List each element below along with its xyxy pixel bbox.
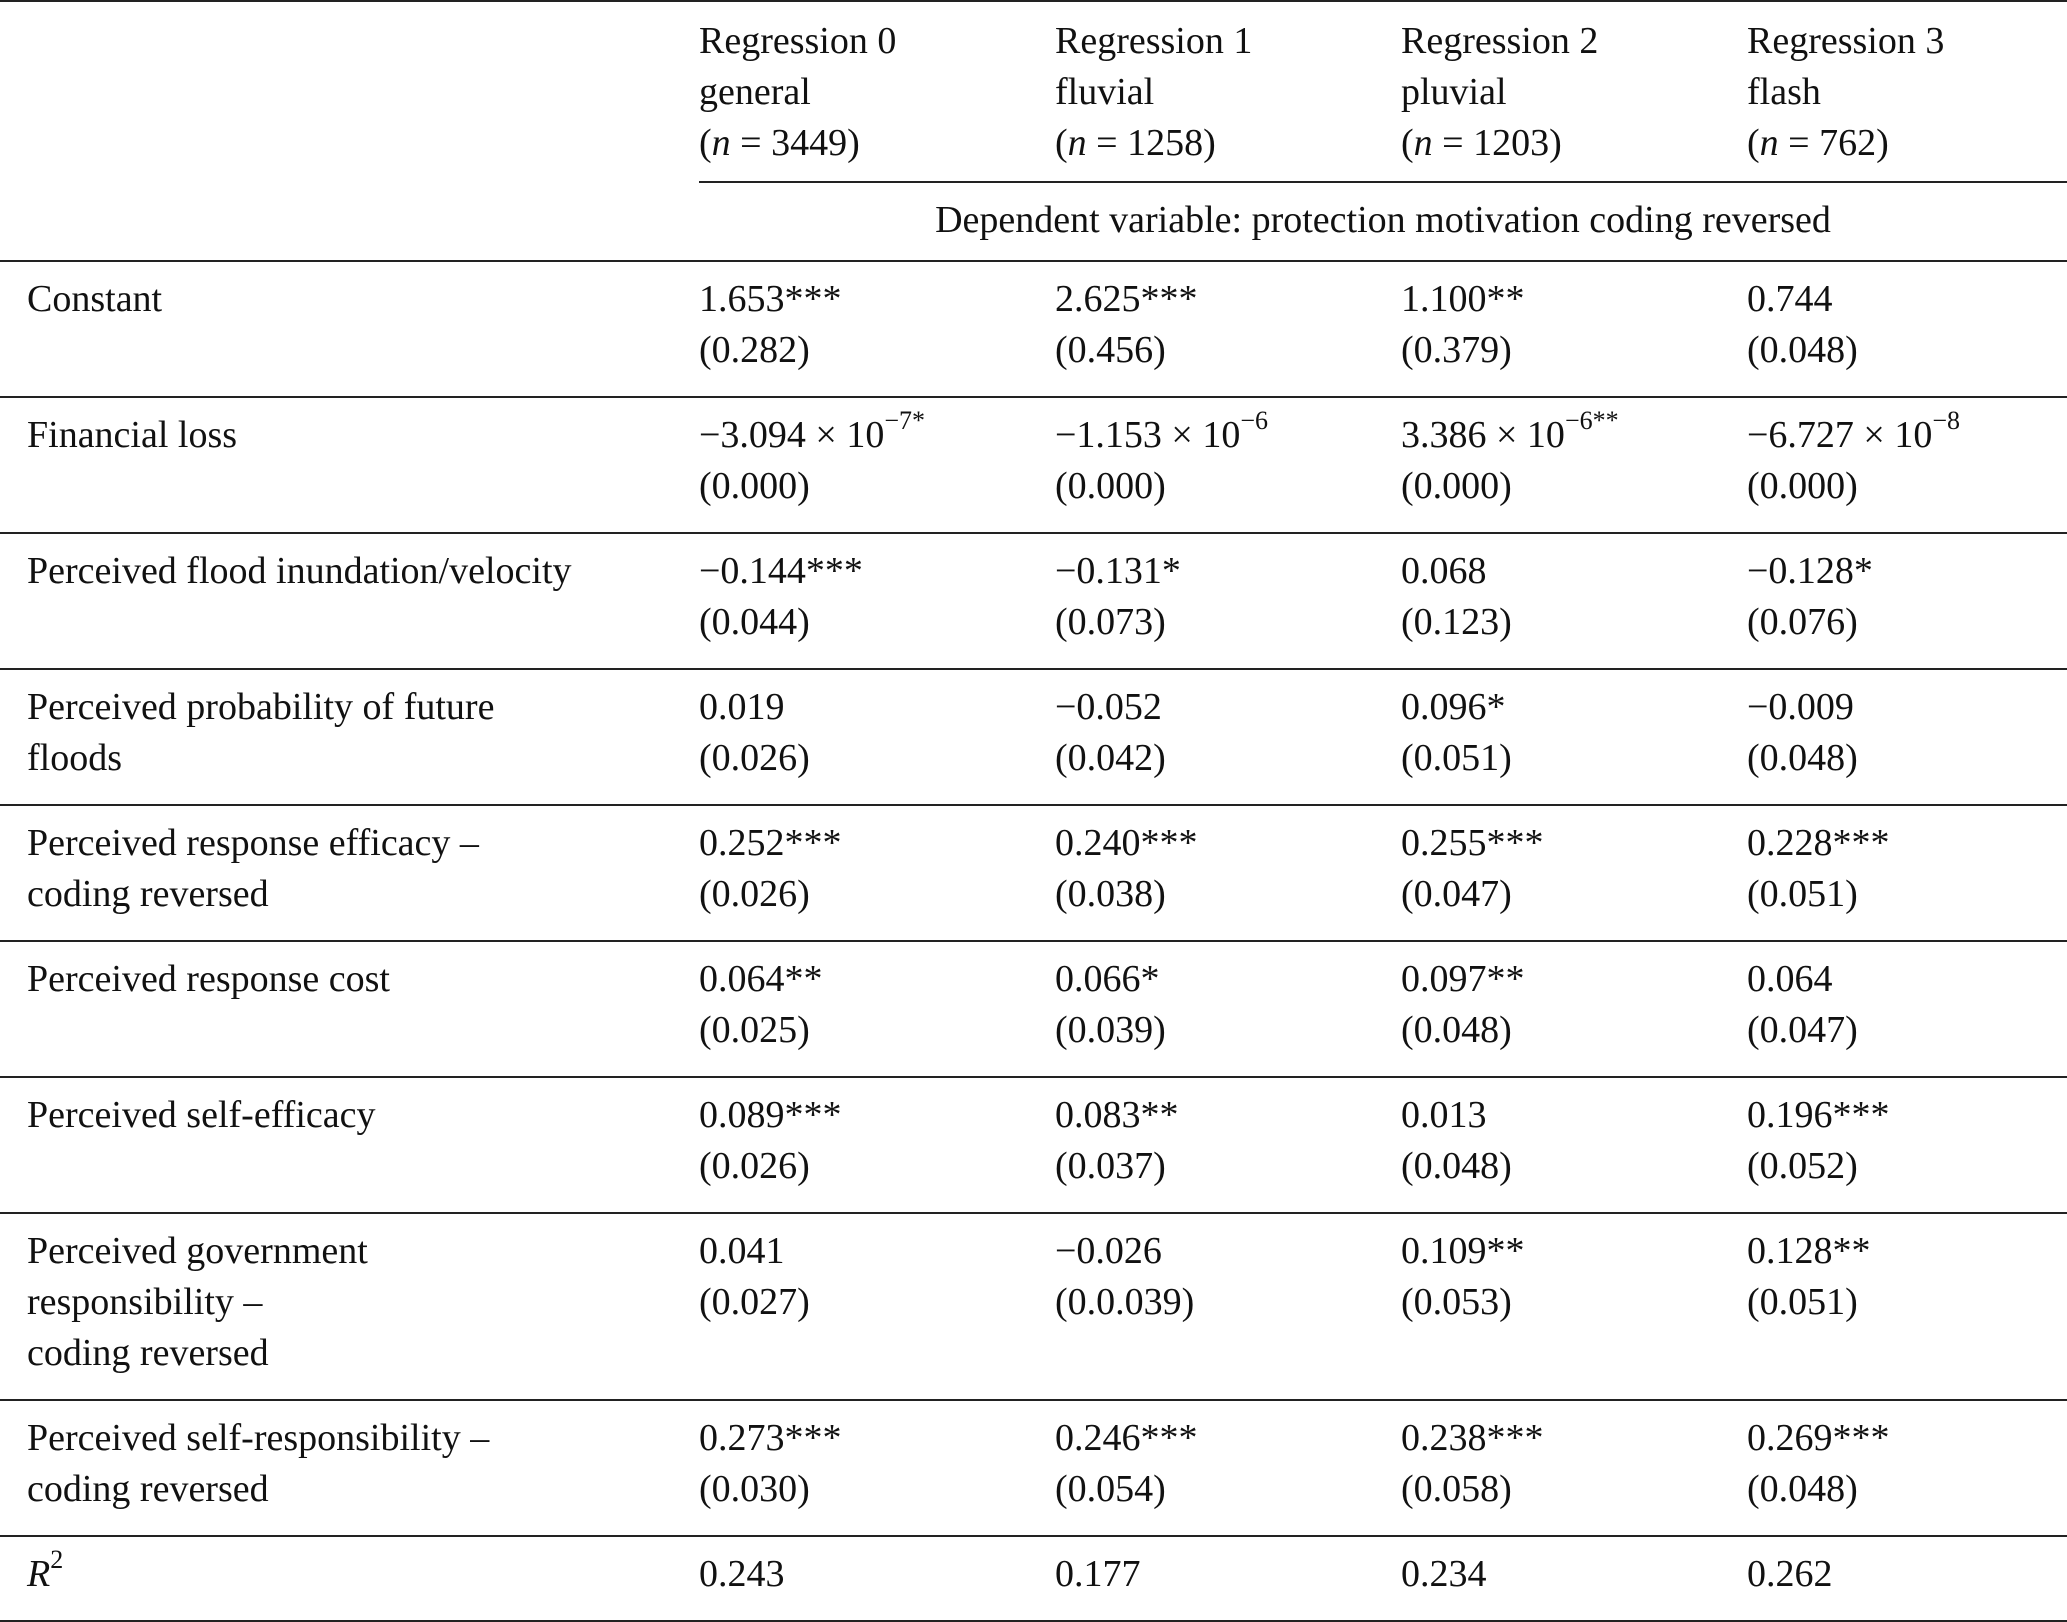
n-symbol: n bbox=[1067, 122, 1087, 164]
standard-error-line bbox=[1747, 1464, 2067, 1515]
coefficient-line bbox=[1747, 274, 2067, 325]
coefficient-exponent: −7* bbox=[884, 406, 926, 436]
dependent-variable-text: Dependent variable: protection motivation coding reversed bbox=[935, 199, 1831, 241]
coefficient-line bbox=[1401, 1226, 1747, 1277]
n-close-paren: ) bbox=[1549, 122, 1562, 164]
coefficient-cell bbox=[1055, 1077, 1401, 1213]
row-label-line: Perceived probability of future bbox=[27, 686, 495, 728]
column-subtitle-line bbox=[1401, 67, 1747, 118]
standard-error-line bbox=[1401, 461, 1747, 512]
coefficient-cell bbox=[1401, 805, 1747, 941]
standard-error-value: (0.058) bbox=[1401, 1468, 1512, 1510]
standard-error-line bbox=[1055, 733, 1401, 784]
standard-error-value: (0.048) bbox=[1747, 737, 1858, 779]
coefficient-cell bbox=[699, 805, 1055, 941]
standard-error-line bbox=[699, 1005, 1055, 1056]
standard-error-line bbox=[1401, 1005, 1747, 1056]
coefficient-cell bbox=[1747, 805, 2067, 941]
column-title-line bbox=[1401, 16, 1747, 67]
standard-error-value: (0.048) bbox=[1747, 329, 1858, 371]
coefficient-line bbox=[1055, 406, 1401, 461]
coefficient-cell bbox=[699, 669, 1055, 805]
coefficient-line bbox=[1747, 1090, 2067, 1141]
coefficient-value: −0.131* bbox=[1055, 550, 1181, 592]
r-squared-value-text: 0.177 bbox=[1055, 1553, 1141, 1595]
r-squared-value-text: 0.234 bbox=[1401, 1553, 1487, 1595]
coefficient-line bbox=[1055, 818, 1401, 869]
coefficient-cell bbox=[1401, 1213, 1747, 1400]
column-title-line bbox=[1747, 16, 2067, 67]
coefficient-value: 0.109** bbox=[1401, 1230, 1525, 1272]
coefficient-cell bbox=[1747, 1400, 2067, 1536]
coefficient-cell bbox=[699, 1400, 1055, 1536]
coefficient-cell bbox=[1401, 941, 1747, 1077]
coefficient-value: 0.066* bbox=[1055, 958, 1160, 1000]
coefficient-line bbox=[699, 1413, 1055, 1464]
standard-error-value: (0.000) bbox=[699, 465, 810, 507]
column-subtitle: flash bbox=[1747, 71, 1821, 113]
coefficient-cell bbox=[1747, 1213, 2067, 1400]
coefficient-line bbox=[1055, 682, 1401, 733]
coefficient-line bbox=[1401, 1090, 1747, 1141]
standard-error-value: (0.038) bbox=[1055, 873, 1166, 915]
standard-error-line bbox=[1401, 1141, 1747, 1192]
r-squared-value bbox=[1055, 1536, 1401, 1621]
coefficient-cell bbox=[699, 397, 1055, 533]
coefficient-line bbox=[1747, 1226, 2067, 1277]
coefficient-value: 0.064** bbox=[699, 958, 823, 1000]
n-equals: = bbox=[730, 122, 772, 164]
coefficient-value: −6.727 × 10 bbox=[1747, 414, 1933, 456]
column-header bbox=[1055, 1, 1401, 182]
standard-error-line bbox=[699, 733, 1055, 784]
standard-error-line bbox=[1055, 1005, 1401, 1056]
coefficient-cell bbox=[1055, 805, 1401, 941]
coefficient-line bbox=[1747, 546, 2067, 597]
row-label bbox=[0, 533, 699, 669]
standard-error-value: (0.044) bbox=[699, 601, 810, 643]
standard-error-line bbox=[1747, 1141, 2067, 1192]
row-label bbox=[0, 669, 699, 805]
standard-error-line bbox=[1055, 325, 1401, 376]
coefficient-cell bbox=[1401, 1077, 1747, 1213]
standard-error-line bbox=[699, 461, 1055, 512]
coefficient-value: 0.068 bbox=[1401, 550, 1487, 592]
coefficient-cell bbox=[699, 941, 1055, 1077]
coefficient-line bbox=[699, 954, 1055, 1005]
coefficient-cell bbox=[1055, 1400, 1401, 1536]
row-label-line: Perceived self-responsibility – bbox=[27, 1417, 490, 1459]
standard-error-line bbox=[699, 597, 1055, 648]
coefficient-value: 0.096* bbox=[1401, 686, 1506, 728]
column-subtitle-line bbox=[1055, 67, 1401, 118]
coefficient-line bbox=[699, 406, 1055, 461]
n-close-paren: ) bbox=[1876, 122, 1889, 164]
coefficient-line bbox=[1401, 1413, 1747, 1464]
standard-error-line bbox=[1747, 733, 2067, 784]
row-label bbox=[0, 805, 699, 941]
table-row bbox=[0, 1400, 2067, 1536]
row-label-line: floods bbox=[27, 737, 122, 779]
column-title: Regression 1 bbox=[1055, 20, 1253, 62]
standard-error-value: (0.282) bbox=[699, 329, 810, 371]
coefficient-value: 0.246*** bbox=[1055, 1417, 1198, 1459]
row-label bbox=[0, 397, 699, 533]
row-label bbox=[0, 941, 699, 1077]
coefficient-line bbox=[1055, 546, 1401, 597]
standard-error-value: (0.051) bbox=[1747, 873, 1858, 915]
standard-error-line bbox=[1401, 597, 1747, 648]
r-squared-symbol: R bbox=[27, 1553, 51, 1595]
coefficient-cell bbox=[699, 261, 1055, 397]
standard-error-value: (0.048) bbox=[1401, 1009, 1512, 1051]
r-squared-label bbox=[0, 1536, 699, 1621]
coefficient-value: 0.019 bbox=[699, 686, 785, 728]
standard-error-value: (0.047) bbox=[1401, 873, 1512, 915]
coefficient-value: 0.269*** bbox=[1747, 1417, 1890, 1459]
column-n-line bbox=[699, 118, 1055, 169]
coefficient-exponent: −6 bbox=[1240, 406, 1269, 436]
row-label-line: Financial loss bbox=[27, 414, 238, 456]
coefficient-cell bbox=[699, 1077, 1055, 1213]
standard-error-value: (0.052) bbox=[1747, 1145, 1858, 1187]
row-label-line: Perceived response cost bbox=[27, 958, 390, 1000]
coefficient-line bbox=[1055, 274, 1401, 325]
coefficient-value: 0.238*** bbox=[1401, 1417, 1544, 1459]
coefficient-cell bbox=[1747, 261, 2067, 397]
n-symbol: n bbox=[711, 122, 731, 164]
coefficient-cell bbox=[1401, 397, 1747, 533]
row-label-line: responsibility – bbox=[27, 1281, 263, 1323]
coefficient-line bbox=[1747, 818, 2067, 869]
standard-error-value: (0.076) bbox=[1747, 601, 1858, 643]
standard-error-line bbox=[1401, 1464, 1747, 1515]
standard-error-line bbox=[1055, 1277, 1401, 1328]
coefficient-value: 0.273*** bbox=[699, 1417, 842, 1459]
coefficient-cell bbox=[1055, 533, 1401, 669]
standard-error-value: (0.000) bbox=[1055, 465, 1166, 507]
row-label bbox=[0, 261, 699, 397]
n-open-paren: ( bbox=[1401, 122, 1414, 164]
standard-error-value: (0.026) bbox=[699, 1145, 810, 1187]
coefficient-line bbox=[1055, 1090, 1401, 1141]
standard-error-value: (0.054) bbox=[1055, 1468, 1166, 1510]
coefficient-cell bbox=[1747, 1077, 2067, 1213]
n-value: 1203 bbox=[1473, 122, 1550, 164]
row-label-line: coding reversed bbox=[27, 1332, 269, 1374]
standard-error-value: (0.051) bbox=[1747, 1281, 1858, 1323]
column-n-line bbox=[1055, 118, 1401, 169]
column-subtitle: fluvial bbox=[1055, 71, 1155, 113]
coefficient-value: 0.064 bbox=[1747, 958, 1833, 1000]
dependent-variable-row bbox=[0, 182, 2067, 261]
r-squared-exponent: 2 bbox=[50, 1545, 64, 1575]
standard-error-value: (0.123) bbox=[1401, 601, 1512, 643]
standard-error-value: (0.048) bbox=[1401, 1145, 1512, 1187]
coefficient-line bbox=[1401, 818, 1747, 869]
coefficient-line bbox=[1401, 546, 1747, 597]
n-close-paren: ) bbox=[1203, 122, 1216, 164]
coefficient-value: 0.083** bbox=[1055, 1094, 1179, 1136]
column-title: Regression 2 bbox=[1401, 20, 1599, 62]
coefficient-cell bbox=[1055, 261, 1401, 397]
standard-error-line bbox=[699, 325, 1055, 376]
table-row bbox=[0, 669, 2067, 805]
coefficient-value: −0.052 bbox=[1055, 686, 1162, 728]
coefficient-line bbox=[699, 274, 1055, 325]
column-header bbox=[1747, 1, 2067, 182]
standard-error-value: (0.073) bbox=[1055, 601, 1166, 643]
n-equals: = bbox=[1432, 122, 1474, 164]
row-label-line: Perceived response efficacy – bbox=[27, 822, 479, 864]
dependent-variable-label bbox=[699, 182, 2067, 261]
coefficient-cell bbox=[1401, 669, 1747, 805]
standard-error-value: (0.030) bbox=[699, 1468, 810, 1510]
coefficient-line bbox=[699, 682, 1055, 733]
standard-error-value: (0.039) bbox=[1055, 1009, 1166, 1051]
coefficient-line bbox=[1055, 954, 1401, 1005]
standard-error-line bbox=[1055, 597, 1401, 648]
coefficient-value: 1.653*** bbox=[699, 278, 842, 320]
coefficient-value: 0.252*** bbox=[699, 822, 842, 864]
table-row bbox=[0, 397, 2067, 533]
standard-error-value: (0.027) bbox=[699, 1281, 810, 1323]
n-symbol: n bbox=[1413, 122, 1433, 164]
n-open-paren: ( bbox=[699, 122, 712, 164]
coefficient-value: 1.100** bbox=[1401, 278, 1525, 320]
row-label-line: Perceived self-efficacy bbox=[27, 1094, 376, 1136]
standard-error-line bbox=[1747, 597, 2067, 648]
row-label bbox=[0, 1077, 699, 1213]
coefficient-value: 0.196*** bbox=[1747, 1094, 1890, 1136]
table-body bbox=[0, 1, 2067, 1621]
standard-error-line bbox=[1401, 869, 1747, 920]
table-row bbox=[0, 1213, 2067, 1400]
standard-error-line bbox=[1747, 325, 2067, 376]
coefficient-value: 0.097** bbox=[1401, 958, 1525, 1000]
n-value: 762 bbox=[1819, 122, 1877, 164]
n-open-paren: ( bbox=[1055, 122, 1068, 164]
standard-error-line bbox=[1401, 733, 1747, 784]
coefficient-cell bbox=[1747, 397, 2067, 533]
standard-error-line bbox=[1055, 1464, 1401, 1515]
coefficient-exponent: −6** bbox=[1564, 406, 1619, 436]
coefficient-line bbox=[1401, 274, 1747, 325]
column-header-row bbox=[0, 1, 2067, 182]
standard-error-line bbox=[1401, 1277, 1747, 1328]
standard-error-value: (0.456) bbox=[1055, 329, 1166, 371]
coefficient-line bbox=[699, 1090, 1055, 1141]
standard-error-value: (0.048) bbox=[1747, 1468, 1858, 1510]
coefficient-value: 0.041 bbox=[699, 1230, 785, 1272]
coefficient-cell bbox=[699, 1213, 1055, 1400]
coefficient-line bbox=[1401, 406, 1747, 461]
row-label-line: coding reversed bbox=[27, 1468, 269, 1510]
coefficient-cell bbox=[699, 533, 1055, 669]
coefficient-value: 0.240*** bbox=[1055, 822, 1198, 864]
standard-error-line bbox=[1055, 1141, 1401, 1192]
r-squared-value bbox=[699, 1536, 1055, 1621]
column-subtitle-line bbox=[699, 67, 1055, 118]
coefficient-line bbox=[1747, 954, 2067, 1005]
coefficient-cell bbox=[1055, 1213, 1401, 1400]
standard-error-line bbox=[699, 1464, 1055, 1515]
coefficient-value: 0.228*** bbox=[1747, 822, 1890, 864]
standard-error-value: (0.037) bbox=[1055, 1145, 1166, 1187]
coefficient-cell bbox=[1747, 941, 2067, 1077]
coefficient-cell bbox=[1055, 397, 1401, 533]
row-label bbox=[0, 1213, 699, 1400]
coefficient-cell bbox=[1747, 533, 2067, 669]
table-row bbox=[0, 261, 2067, 397]
table-row bbox=[0, 805, 2067, 941]
table-row bbox=[0, 1077, 2067, 1213]
row-label-line: Perceived flood inundation/velocity bbox=[27, 550, 572, 592]
coefficient-cell bbox=[1401, 1400, 1747, 1536]
column-title-line bbox=[1055, 16, 1401, 67]
standard-error-line bbox=[1747, 1277, 2067, 1328]
standard-error-value: (0.026) bbox=[699, 737, 810, 779]
standard-error-value: (0.026) bbox=[699, 873, 810, 915]
coefficient-line bbox=[1055, 1226, 1401, 1277]
standard-error-value: (0.025) bbox=[699, 1009, 810, 1051]
coefficient-line bbox=[699, 1226, 1055, 1277]
coefficient-value: 0.013 bbox=[1401, 1094, 1487, 1136]
coefficient-line bbox=[699, 546, 1055, 597]
coefficient-value: −0.026 bbox=[1055, 1230, 1162, 1272]
column-title: Regression 0 bbox=[699, 20, 897, 62]
standard-error-value: (0.379) bbox=[1401, 329, 1512, 371]
column-subtitle: pluvial bbox=[1401, 71, 1507, 113]
column-title: Regression 3 bbox=[1747, 20, 1945, 62]
coefficient-line bbox=[1747, 1413, 2067, 1464]
column-subtitle: general bbox=[699, 71, 811, 113]
coefficient-line bbox=[1401, 954, 1747, 1005]
r-squared-value-text: 0.262 bbox=[1747, 1553, 1833, 1595]
coefficient-cell bbox=[1055, 941, 1401, 1077]
coefficient-cell bbox=[1401, 533, 1747, 669]
standard-error-value: (0.000) bbox=[1401, 465, 1512, 507]
table-row bbox=[0, 533, 2067, 669]
r-squared-value bbox=[1747, 1536, 2067, 1621]
coefficient-line bbox=[1747, 682, 2067, 733]
standard-error-value: (0.0.039) bbox=[1055, 1281, 1195, 1323]
coefficient-line bbox=[1055, 1413, 1401, 1464]
coefficient-cell bbox=[1401, 261, 1747, 397]
r-squared-row bbox=[0, 1536, 2067, 1621]
standard-error-line bbox=[699, 869, 1055, 920]
standard-error-line bbox=[1401, 325, 1747, 376]
column-n-line bbox=[1401, 118, 1747, 169]
standard-error-line bbox=[1747, 869, 2067, 920]
coefficient-exponent: −8 bbox=[1932, 406, 1961, 436]
n-open-paren: ( bbox=[1747, 122, 1760, 164]
standard-error-line bbox=[699, 1277, 1055, 1328]
column-subtitle-line bbox=[1747, 67, 2067, 118]
standard-error-line bbox=[1747, 1005, 2067, 1056]
standard-error-line bbox=[1055, 461, 1401, 512]
standard-error-value: (0.000) bbox=[1747, 465, 1858, 507]
column-n-line bbox=[1747, 118, 2067, 169]
coefficient-value: −1.153 × 10 bbox=[1055, 414, 1241, 456]
n-equals: = bbox=[1086, 122, 1128, 164]
n-equals: = bbox=[1778, 122, 1820, 164]
n-close-paren: ) bbox=[847, 122, 860, 164]
header-empty-cell bbox=[0, 1, 699, 182]
column-header bbox=[1401, 1, 1747, 182]
coefficient-line bbox=[1747, 406, 2067, 461]
coefficient-value: 2.625*** bbox=[1055, 278, 1198, 320]
coefficient-value: −0.144*** bbox=[699, 550, 863, 592]
coefficient-value: −0.009 bbox=[1747, 686, 1854, 728]
r-squared-value-text: 0.243 bbox=[699, 1553, 785, 1595]
column-header bbox=[699, 1, 1055, 182]
standard-error-value: (0.042) bbox=[1055, 737, 1166, 779]
standard-error-value: (0.053) bbox=[1401, 1281, 1512, 1323]
row-label-line: coding reversed bbox=[27, 873, 269, 915]
coefficient-line bbox=[699, 818, 1055, 869]
coefficient-value: 0.128** bbox=[1747, 1230, 1871, 1272]
coefficient-value: −0.128* bbox=[1747, 550, 1873, 592]
row-label-line: Constant bbox=[27, 278, 163, 320]
row-label bbox=[0, 1400, 699, 1536]
row-label-line: Perceived government bbox=[27, 1230, 368, 1272]
table-row bbox=[0, 941, 2067, 1077]
r-squared-value bbox=[1401, 1536, 1747, 1621]
standard-error-value: (0.051) bbox=[1401, 737, 1512, 779]
n-symbol: n bbox=[1759, 122, 1779, 164]
standard-error-value: (0.047) bbox=[1747, 1009, 1858, 1051]
coefficient-value: 0.255*** bbox=[1401, 822, 1544, 864]
coefficient-line bbox=[1401, 682, 1747, 733]
coefficient-value: 3.386 × 10 bbox=[1401, 414, 1565, 456]
standard-error-line bbox=[1055, 869, 1401, 920]
standard-error-line bbox=[699, 1141, 1055, 1192]
standard-error-line bbox=[1747, 461, 2067, 512]
n-value: 3449 bbox=[771, 122, 848, 164]
coefficient-value: −3.094 × 10 bbox=[699, 414, 885, 456]
n-value: 1258 bbox=[1127, 122, 1204, 164]
coefficient-value: 0.744 bbox=[1747, 278, 1833, 320]
coefficient-cell bbox=[1055, 669, 1401, 805]
coefficient-cell bbox=[1747, 669, 2067, 805]
column-title-line bbox=[699, 16, 1055, 67]
coefficient-value: 0.089*** bbox=[699, 1094, 842, 1136]
dependent-empty-cell bbox=[0, 182, 699, 261]
